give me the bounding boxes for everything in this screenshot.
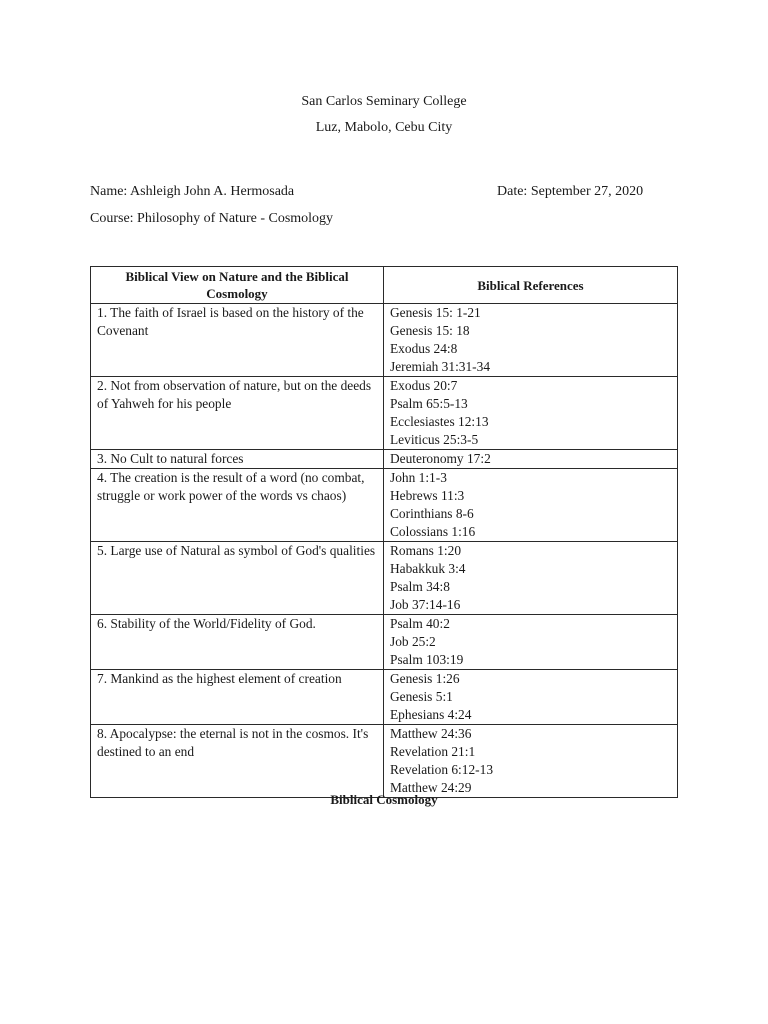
references-cell: [384, 377, 678, 450]
table-row: [91, 670, 678, 725]
institution-name: San Carlos Seminary College: [301, 94, 467, 109]
reference-item: Hebrews 11:3: [390, 488, 465, 503]
table-row: [91, 469, 678, 542]
reference-item: Romans 1:20: [390, 543, 462, 558]
view-cell: 8. Apocalypse: the eternal is not in the cosmos. It's destined to an end: [91, 725, 384, 798]
submission-date: Date: September 27, 2020: [497, 184, 644, 199]
reference-item: Genesis 1:26: [390, 671, 460, 686]
references-cell: [384, 542, 678, 615]
view-cell: 5. Large use of Natural as symbol of God's qualities: [91, 542, 384, 615]
references-cell: [384, 304, 678, 377]
table-caption: Biblical Cosmology: [330, 792, 438, 807]
references-cell: [384, 725, 678, 798]
reference-item: Exodus 20:7: [390, 378, 458, 393]
view-cell: 2. Not from observation of nature, but on the deeds of Yahweh for his people: [91, 377, 384, 450]
view-cell: 3. No Cult to natural forces: [91, 450, 384, 469]
reference-item: Psalm 34:8: [390, 579, 450, 594]
reference-item: Matthew 24:29: [390, 780, 472, 795]
reference-item: Leviticus 25:3-5: [390, 432, 479, 447]
reference-item: Deuteronomy 17:2: [390, 451, 491, 466]
reference-item: Colossians 1:16: [390, 524, 476, 539]
view-cell: 4. The creation is the result of a word (no combat, struggle or work power of the words vs chaos): [91, 469, 384, 542]
reference-item: Ecclesiastes 12:13: [390, 414, 489, 429]
view-cell: 1. The faith of Israel is based on the history of the Covenant: [91, 304, 384, 377]
reference-item: Habakkuk 3:4: [390, 561, 466, 576]
reference-item: Jeremiah 31:31-34: [390, 359, 491, 374]
reference-item: Revelation 6:12-13: [390, 762, 494, 777]
table-row: [91, 304, 678, 377]
table-row: [91, 542, 678, 615]
references-cell: [384, 670, 678, 725]
table-body: [91, 304, 678, 798]
references-cell: [384, 469, 678, 542]
column-header-references: Biblical References: [384, 267, 678, 304]
table-row: [91, 377, 678, 450]
student-name: Name: Ashleigh John A. Hermosada: [90, 184, 295, 199]
reference-item: Psalm 103:19: [390, 652, 464, 667]
reference-item: Revelation 21:1: [390, 744, 476, 759]
reference-item: Genesis 5:1: [390, 689, 453, 704]
reference-item: Job 37:14-16: [390, 597, 461, 612]
view-cell: 6. Stability of the World/Fidelity of God.: [91, 615, 384, 670]
references-cell: [384, 450, 678, 469]
reference-item: Genesis 15: 18: [390, 323, 470, 338]
reference-item: John 1:1-3: [390, 470, 447, 485]
reference-item: Exodus 24:8: [390, 341, 458, 356]
course-title: Course: Philosophy of Nature - Cosmology: [90, 211, 334, 226]
institution-address: Luz, Mabolo, Cebu City: [315, 120, 453, 135]
reference-item: Matthew 24:36: [390, 726, 472, 741]
reference-item: Psalm 65:5-13: [390, 396, 468, 411]
column-header-view: Biblical View on Nature and the Biblical Cosmology: [91, 267, 384, 304]
reference-item: Job 25:2: [390, 634, 436, 649]
table-row: [91, 725, 678, 798]
cosmology-table: [90, 266, 678, 798]
references-cell: [384, 615, 678, 670]
table-row: [91, 450, 678, 469]
reference-item: Genesis 15: 1-21: [390, 305, 481, 320]
table-row: [91, 615, 678, 670]
reference-item: Psalm 40:2: [390, 616, 450, 631]
view-cell: 7. Mankind as the highest element of creation: [91, 670, 384, 725]
reference-item: Corinthians 8-6: [390, 506, 474, 521]
reference-item: Ephesians 4:24: [390, 707, 472, 722]
table-header-row: [91, 267, 678, 304]
